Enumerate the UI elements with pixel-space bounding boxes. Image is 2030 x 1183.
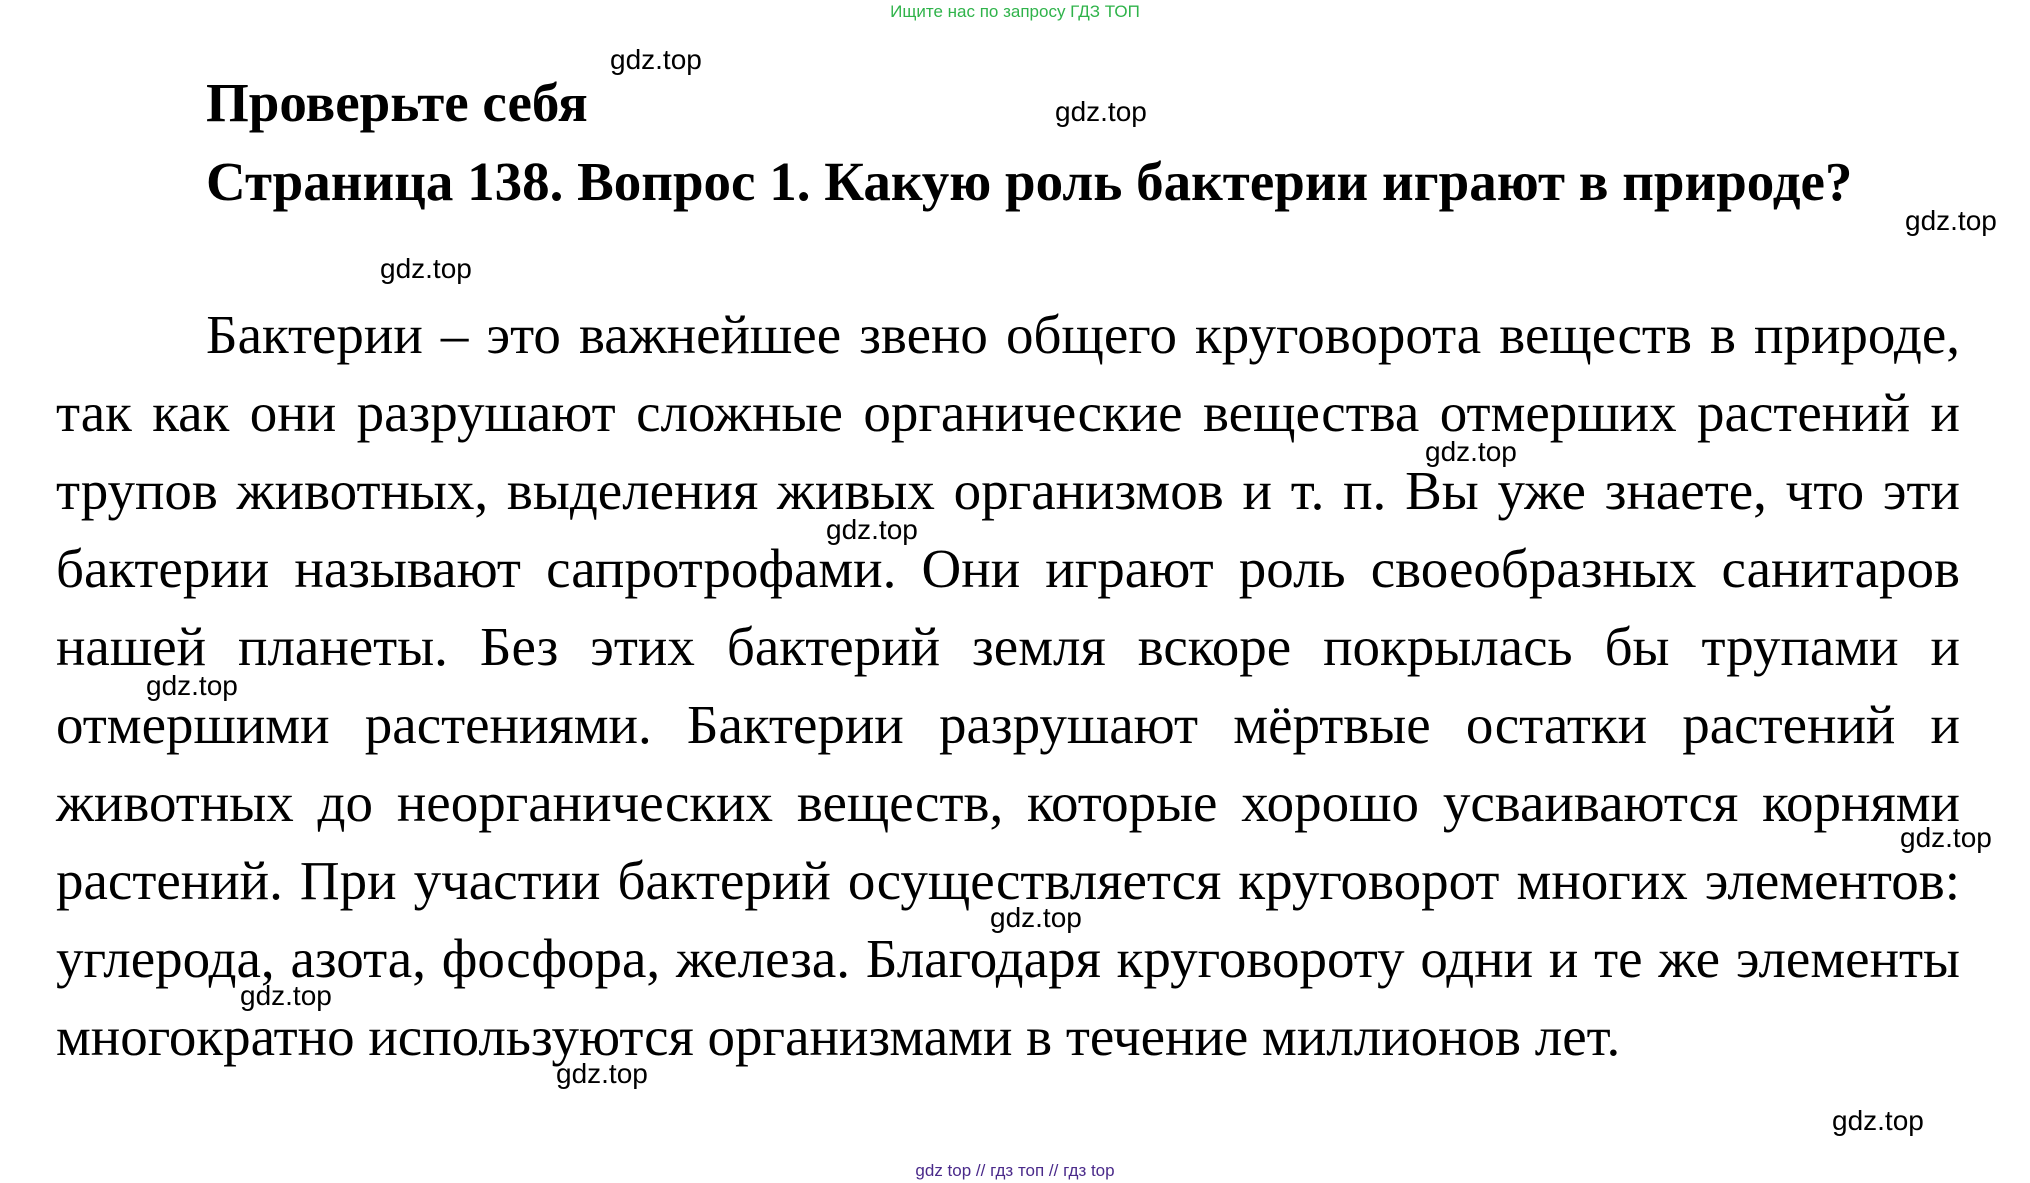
watermark: gdz.top xyxy=(240,980,332,1011)
watermark: gdz.top xyxy=(990,902,1082,933)
footer-watermark: gdz top // гдз топ // гдз top xyxy=(915,1161,1115,1180)
watermark: gdz.top xyxy=(1905,205,1997,236)
section-title: Проверьте себя xyxy=(206,72,588,133)
watermark: gdz.top xyxy=(1425,436,1517,467)
watermark: gdz.top xyxy=(610,44,702,75)
watermark: gdz.top xyxy=(1900,822,1992,853)
watermark: gdz.top xyxy=(380,253,472,284)
top-banner: Ищите нас по запросу ГДЗ ТОП xyxy=(890,2,1140,21)
answer-text: Бактерии – это важнейшее звено общего круговорота веществ в природе, так как они разрушают сложные органические вещества отмерших растений и трупов животных, выделения живых организмов и т. п. Вы уже знаете, что эти бактерии называют сапротрофами. Они играют роль своеобразных санитаров нашей планеты. Без этих бактерий земля вскоре покрылась бы трупами и отмершими растениями. Бактерии разрушают мёртвые остатки растений и животных до неорганических веществ, которые хорошо усваиваются корнями растений. При участии бактерий осуществляется круговорот многих элементов: углерода, азота, фосфора, железа. Благодаря круговороту одни и те же элементы многократно используются организмами в течение миллионов лет. xyxy=(56,304,1960,1067)
watermark: gdz.top xyxy=(826,514,918,545)
watermark: gdz.top xyxy=(1055,96,1147,127)
watermark: gdz.top xyxy=(1832,1105,1924,1136)
watermark: gdz.top xyxy=(146,670,238,701)
question-heading: Страница 138. Вопрос 1. Какую роль бактерии играют в природе? xyxy=(206,151,1853,212)
watermark: gdz.top xyxy=(556,1058,648,1089)
